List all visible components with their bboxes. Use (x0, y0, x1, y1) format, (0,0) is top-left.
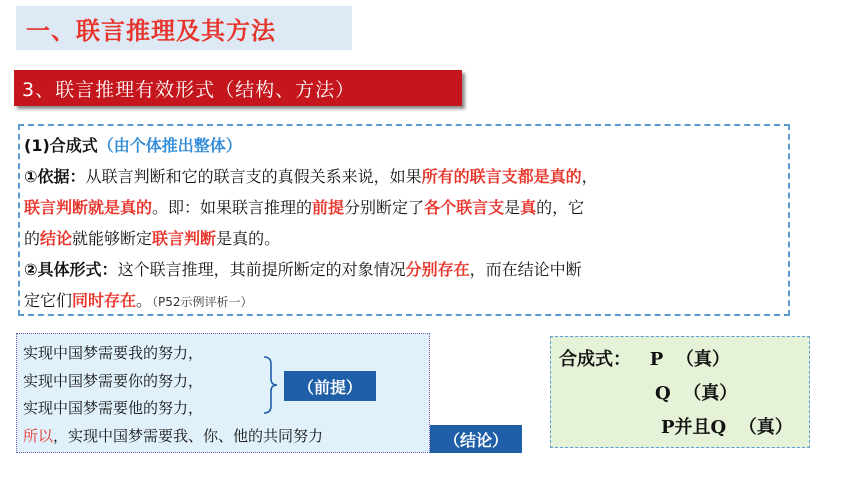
text-segment: ， (581, 167, 598, 186)
form-line-3: P并且Q （真） (661, 417, 793, 438)
explanation-line-2 (24, 161, 782, 192)
form-label: (1)合成式 (24, 136, 98, 155)
text-segment: 的，它 (536, 198, 585, 217)
premise-tag: （前提） (284, 371, 376, 401)
highlight-text: 各个联言支 (424, 198, 505, 217)
form-box (550, 336, 810, 448)
highlight-text: 所有的联言支都是真的 (421, 167, 582, 186)
explanation-line-1 (24, 130, 782, 161)
premise-line-2: 实现中国梦需要你的努力， (23, 371, 204, 390)
form-note: （由个体推出整体） (97, 136, 242, 155)
explanation-line-3 (24, 192, 782, 223)
text-segment: 就能够断定 (72, 229, 153, 248)
text-segment: 。 (136, 291, 153, 310)
conclusion-tag: （结论） (430, 425, 522, 453)
highlight-text: 联言判断 (152, 229, 217, 248)
text-segment: 分别断定了 (344, 198, 425, 217)
text-segment: 从联言判断和它的联言支的真假关系来说，如果 (85, 167, 422, 186)
form-line-1: 合成式： P （真） (559, 349, 730, 370)
highlight-text: 前提 (312, 198, 345, 217)
explanation-box (18, 124, 790, 316)
text-segment: ，而在结论中断 (469, 260, 582, 279)
explanation-line-4 (24, 223, 782, 254)
text-segment: 这个联言推理，其前提所断定的对象情况 (117, 260, 406, 279)
conclusion-text: ，实现中国梦需要我、你、他的共同努力 (53, 426, 324, 445)
highlight-text: 同时存在 (72, 291, 137, 310)
explanation-line-5 (24, 254, 782, 285)
highlight-text: 联言判断就是真的 (24, 198, 153, 217)
conclusion-line (23, 423, 429, 451)
premise-line-3: 实现中国梦需要他的努力， (23, 399, 204, 417)
title-box (16, 6, 352, 50)
section-heading: 3、联言推理有效形式（结构、方法） (22, 78, 356, 101)
text-segment: 定它们 (24, 291, 73, 310)
text-segment: 是 (504, 198, 521, 217)
text-segment: 的 (24, 229, 41, 248)
page-reference: （P52示例评析一） (152, 295, 253, 309)
text-segment: 。即：如果联言推理的 (152, 198, 313, 217)
form-line-2: Q （真） (655, 383, 738, 404)
specific-form-label: ②具体形式： (24, 260, 118, 279)
premise-line-1: 实现中国梦需要我的努力， (23, 344, 204, 362)
page-title: 一、联言推理及其方法 (26, 15, 276, 45)
text-segment: 是真的。 (216, 229, 281, 248)
conclusion-prefix: 所以 (23, 426, 54, 445)
highlight-text: 结论 (40, 229, 73, 248)
highlight-text: 真 (520, 198, 537, 217)
basis-label: ①依据： (24, 167, 86, 186)
section-heading-bar (14, 70, 462, 106)
highlight-text: 分别存在 (405, 260, 470, 279)
right-brace-icon (262, 356, 278, 414)
explanation-line-6 (24, 285, 782, 318)
